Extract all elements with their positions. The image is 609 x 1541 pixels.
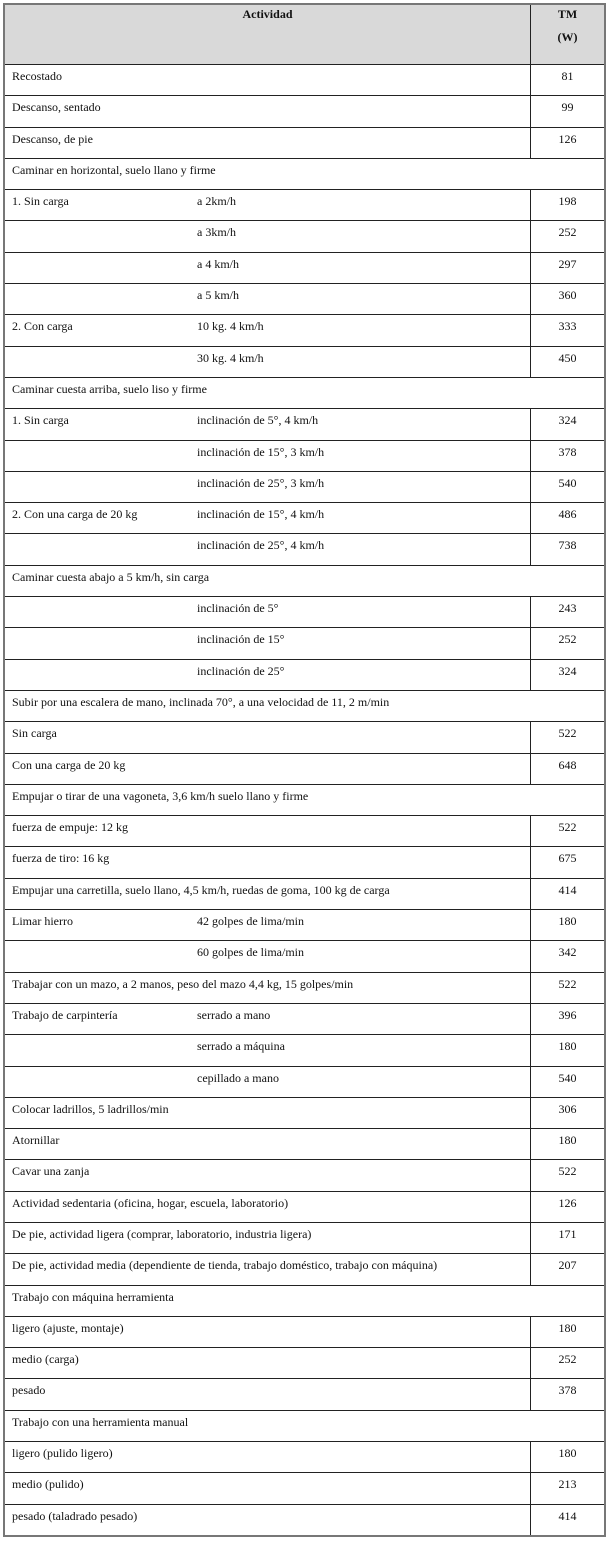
tm-value: 180 bbox=[531, 1129, 606, 1160]
activity-detail: inclinación de 25° bbox=[197, 663, 285, 678]
activity-cell bbox=[4, 1379, 531, 1410]
activity-label: Caminar cuesta abajo a 5 km/h, sin carga bbox=[12, 569, 210, 584]
tm-value: 306 bbox=[531, 1097, 606, 1128]
activity-cell bbox=[4, 1473, 531, 1504]
activity-detail: inclinación de 15°, 3 km/h bbox=[197, 444, 325, 459]
activity-cell bbox=[4, 1254, 531, 1285]
tm-value: 522 bbox=[531, 1160, 606, 1191]
activity-cell bbox=[4, 190, 531, 221]
activity-cell bbox=[4, 972, 531, 1003]
tm-value: 360 bbox=[531, 284, 606, 315]
tm-value: 540 bbox=[531, 471, 606, 502]
table-row bbox=[4, 910, 605, 941]
activity-detail: serrado a máquina bbox=[197, 1039, 285, 1054]
table-row bbox=[4, 1254, 605, 1285]
activity-label: Sin carga bbox=[12, 726, 57, 741]
table-row bbox=[4, 1097, 605, 1128]
table-row bbox=[4, 941, 605, 972]
activity-detail: a 5 km/h bbox=[197, 288, 239, 303]
tm-value: 252 bbox=[531, 628, 606, 659]
activity-cell bbox=[4, 628, 531, 659]
tm-value: 180 bbox=[531, 1035, 606, 1066]
activity-cell bbox=[4, 1160, 531, 1191]
activity-cell bbox=[4, 252, 531, 283]
activity-cell bbox=[4, 440, 531, 471]
table-row bbox=[4, 534, 605, 565]
activity-cell bbox=[4, 816, 531, 847]
activity-cell bbox=[4, 847, 531, 878]
activity-label: Empujar una carretilla, suelo llano, 4,5 km/h, ruedas de goma, 100 kg de carga bbox=[12, 882, 390, 897]
activity-label: Recostado bbox=[12, 69, 62, 83]
tm-value: 396 bbox=[531, 1003, 606, 1034]
activity-cell bbox=[4, 1066, 531, 1097]
tm-value: 522 bbox=[531, 816, 606, 847]
table-row bbox=[4, 315, 605, 346]
header-tm bbox=[531, 4, 606, 65]
tm-value: 243 bbox=[531, 597, 606, 628]
tm-value: 324 bbox=[531, 659, 606, 690]
activity-cell bbox=[4, 565, 605, 596]
tm-value: 252 bbox=[531, 221, 606, 252]
activity-cell bbox=[4, 1222, 531, 1253]
table-row bbox=[4, 409, 605, 440]
activity-cell bbox=[4, 471, 531, 502]
table-row bbox=[4, 190, 605, 221]
activity-detail: 42 golpes de lima/min bbox=[197, 914, 304, 929]
tm-value: 180 bbox=[531, 1316, 606, 1347]
table-row bbox=[4, 597, 605, 628]
activity-cell bbox=[4, 127, 531, 158]
table-row bbox=[4, 1003, 605, 1034]
activity-cell bbox=[4, 503, 531, 534]
table-row bbox=[4, 252, 605, 283]
activity-label: Trabajo con una herramienta manual bbox=[12, 1414, 189, 1429]
table-row bbox=[4, 346, 605, 377]
activity-detail: inclinación de 5°, 4 km/h bbox=[197, 413, 319, 428]
tm-value: 648 bbox=[531, 753, 606, 784]
activity-cell bbox=[4, 941, 531, 972]
tm-value: 180 bbox=[531, 910, 606, 941]
table-row bbox=[4, 284, 605, 315]
activity-cell bbox=[4, 1191, 531, 1222]
activity-cell bbox=[4, 96, 531, 127]
table-body bbox=[4, 65, 605, 1536]
table-row bbox=[4, 847, 605, 878]
activity-cell bbox=[4, 784, 605, 815]
activity-label: 1. Sin carga bbox=[12, 194, 69, 209]
section-row bbox=[4, 1285, 605, 1316]
table-row bbox=[4, 1379, 605, 1410]
table-row bbox=[4, 1129, 605, 1160]
activity-cell bbox=[4, 1035, 531, 1066]
tm-value: 126 bbox=[531, 1191, 606, 1222]
activity-label: Atornillar bbox=[12, 1133, 60, 1148]
activity-cell bbox=[4, 910, 531, 941]
table-row bbox=[4, 96, 605, 127]
activity-label: Subir por una escalera de mano, inclinada 70°, a una velocidad de 11, 2 m/min bbox=[12, 694, 390, 709]
activity-cell bbox=[4, 722, 531, 753]
activity-detail: cepillado a mano bbox=[197, 1070, 279, 1085]
tm-value: 99 bbox=[531, 96, 606, 127]
activity-label: Empujar o tirar de una vagoneta, 3,6 km/h suelo llano y firme bbox=[12, 788, 309, 803]
tm-value: 738 bbox=[531, 534, 606, 565]
activity-cell bbox=[4, 315, 531, 346]
tm-value: 414 bbox=[531, 878, 606, 909]
table-row bbox=[4, 65, 605, 96]
tm-value: 297 bbox=[531, 252, 606, 283]
activity-label: 1. Sin carga bbox=[12, 413, 69, 428]
table-row bbox=[4, 440, 605, 471]
activity-detail: a 4 km/h bbox=[197, 256, 239, 271]
activity-cell bbox=[4, 221, 531, 252]
activity-label: 2. Con una carga de 20 kg bbox=[12, 507, 138, 522]
activity-cell bbox=[4, 878, 531, 909]
activity-cell bbox=[4, 690, 605, 721]
table-row bbox=[4, 753, 605, 784]
activity-cell bbox=[4, 65, 531, 96]
activity-label: Colocar ladrillos, 5 ladrillos/min bbox=[12, 1101, 169, 1116]
metabolic-rate-table bbox=[3, 3, 606, 1537]
activity-label: medio (pulido) bbox=[12, 1477, 84, 1492]
table-row bbox=[4, 722, 605, 753]
activity-cell bbox=[4, 534, 531, 565]
activity-cell bbox=[4, 1316, 531, 1347]
tm-value: 450 bbox=[531, 346, 606, 377]
activity-label: Caminar cuesta arriba, suelo liso y firme bbox=[12, 381, 207, 396]
activity-detail: inclinación de 15° bbox=[197, 632, 285, 647]
tm-value: 522 bbox=[531, 972, 606, 1003]
tm-value: 213 bbox=[531, 1473, 606, 1504]
table-row bbox=[4, 878, 605, 909]
table-row bbox=[4, 659, 605, 690]
table-row bbox=[4, 1316, 605, 1347]
activity-cell bbox=[4, 1410, 605, 1441]
activity-cell bbox=[4, 1504, 531, 1536]
activity-label: De pie, actividad media (dependiente de tienda, trabajo doméstico, trabajo con máquina) bbox=[12, 1258, 438, 1273]
section-row bbox=[4, 565, 605, 596]
tm-value: 81 bbox=[531, 65, 606, 96]
tm-value: 378 bbox=[531, 440, 606, 471]
activity-label: Con una carga de 20 kg bbox=[12, 757, 126, 772]
tm-value: 333 bbox=[531, 315, 606, 346]
activity-label: Trabajo con máquina herramienta bbox=[12, 1289, 174, 1304]
activity-cell bbox=[4, 377, 605, 408]
activity-label: fuerza de empuje: 12 kg bbox=[12, 820, 128, 835]
table-row bbox=[4, 1160, 605, 1191]
activity-detail: 10 kg. 4 km/h bbox=[197, 319, 264, 334]
tm-value: 324 bbox=[531, 409, 606, 440]
section-row bbox=[4, 784, 605, 815]
tm-value: 126 bbox=[531, 127, 606, 158]
table-row bbox=[4, 628, 605, 659]
activity-label: ligero (ajuste, montaje) bbox=[12, 1320, 124, 1335]
tm-value: 342 bbox=[531, 941, 606, 972]
tm-value: 378 bbox=[531, 1379, 606, 1410]
activity-detail: inclinación de 15°, 4 km/h bbox=[197, 507, 325, 522]
activity-label: Caminar en horizontal, suelo llano y firme bbox=[12, 162, 216, 177]
tm-value: 540 bbox=[531, 1066, 606, 1097]
activity-label: medio (carga) bbox=[12, 1352, 79, 1367]
activity-label: 2. Con carga bbox=[12, 319, 73, 334]
activity-detail: inclinación de 5° bbox=[197, 601, 279, 616]
table-row bbox=[4, 816, 605, 847]
activity-cell bbox=[4, 158, 605, 189]
table-row bbox=[4, 1504, 605, 1536]
tm-value: 414 bbox=[531, 1504, 606, 1536]
activity-label: Actividad sedentaria (oficina, hogar, escuela, laboratorio) bbox=[12, 1195, 289, 1210]
activity-label: pesado (taladrado pesado) bbox=[12, 1508, 138, 1523]
activity-label: Cavar una zanja bbox=[12, 1164, 90, 1179]
table-row bbox=[4, 972, 605, 1003]
activity-label: Descanso, de pie bbox=[12, 131, 93, 146]
table-row bbox=[4, 503, 605, 534]
table-row bbox=[4, 1035, 605, 1066]
section-row bbox=[4, 158, 605, 189]
activity-cell bbox=[4, 597, 531, 628]
table-row bbox=[4, 1222, 605, 1253]
activity-cell bbox=[4, 1285, 605, 1316]
tm-value: 198 bbox=[531, 190, 606, 221]
activity-detail: inclinación de 25°, 3 km/h bbox=[197, 475, 325, 490]
activity-label: pesado bbox=[12, 1383, 46, 1398]
activity-label: Trabajar con un mazo, a 2 manos, peso del mazo 4,4 kg, 15 golpes/min bbox=[12, 976, 354, 991]
activity-cell bbox=[4, 1442, 531, 1473]
activity-cell bbox=[4, 1348, 531, 1379]
tm-value: 180 bbox=[531, 1442, 606, 1473]
activity-cell bbox=[4, 284, 531, 315]
section-row bbox=[4, 690, 605, 721]
header-tm-unit: (W) bbox=[557, 30, 578, 44]
table-row bbox=[4, 1191, 605, 1222]
activity-cell bbox=[4, 753, 531, 784]
table-row bbox=[4, 1348, 605, 1379]
activity-cell bbox=[4, 1097, 531, 1128]
activity-label: De pie, actividad ligera (comprar, laboratorio, industria ligera) bbox=[12, 1226, 312, 1241]
activity-detail: 30 kg. 4 km/h bbox=[197, 350, 264, 365]
table-row bbox=[4, 1442, 605, 1473]
activity-detail: serrado a mano bbox=[197, 1007, 271, 1022]
tm-value: 252 bbox=[531, 1348, 606, 1379]
table-row bbox=[4, 221, 605, 252]
activity-detail: a 2km/h bbox=[197, 194, 236, 209]
tm-value: 675 bbox=[531, 847, 606, 878]
activity-cell bbox=[4, 1129, 531, 1160]
table-row bbox=[4, 127, 605, 158]
tm-value: 207 bbox=[531, 1254, 606, 1285]
activity-label: fuerza de tiro: 16 kg bbox=[12, 851, 110, 866]
header-activity: Actividad bbox=[4, 4, 531, 65]
activity-label: Trabajo de carpintería bbox=[12, 1007, 118, 1022]
header-row bbox=[4, 4, 605, 65]
activity-detail: 60 golpes de lima/min bbox=[197, 945, 304, 960]
section-row bbox=[4, 377, 605, 408]
table-row bbox=[4, 1066, 605, 1097]
tm-value: 522 bbox=[531, 722, 606, 753]
activity-cell bbox=[4, 1003, 531, 1034]
tm-value: 486 bbox=[531, 503, 606, 534]
activity-detail: a 3km/h bbox=[197, 225, 236, 240]
activity-cell bbox=[4, 346, 531, 377]
activity-label: Descanso, sentado bbox=[12, 100, 101, 115]
activity-detail: inclinación de 25°, 4 km/h bbox=[197, 538, 325, 553]
activity-cell bbox=[4, 659, 531, 690]
activity-cell bbox=[4, 409, 531, 440]
section-row bbox=[4, 1410, 605, 1441]
activity-label: ligero (pulido ligero) bbox=[12, 1446, 113, 1461]
header-tm-label: TM bbox=[557, 7, 578, 21]
table-row bbox=[4, 471, 605, 502]
table-row bbox=[4, 1473, 605, 1504]
activity-label: Limar hierro bbox=[12, 914, 73, 929]
tm-value: 171 bbox=[531, 1222, 606, 1253]
